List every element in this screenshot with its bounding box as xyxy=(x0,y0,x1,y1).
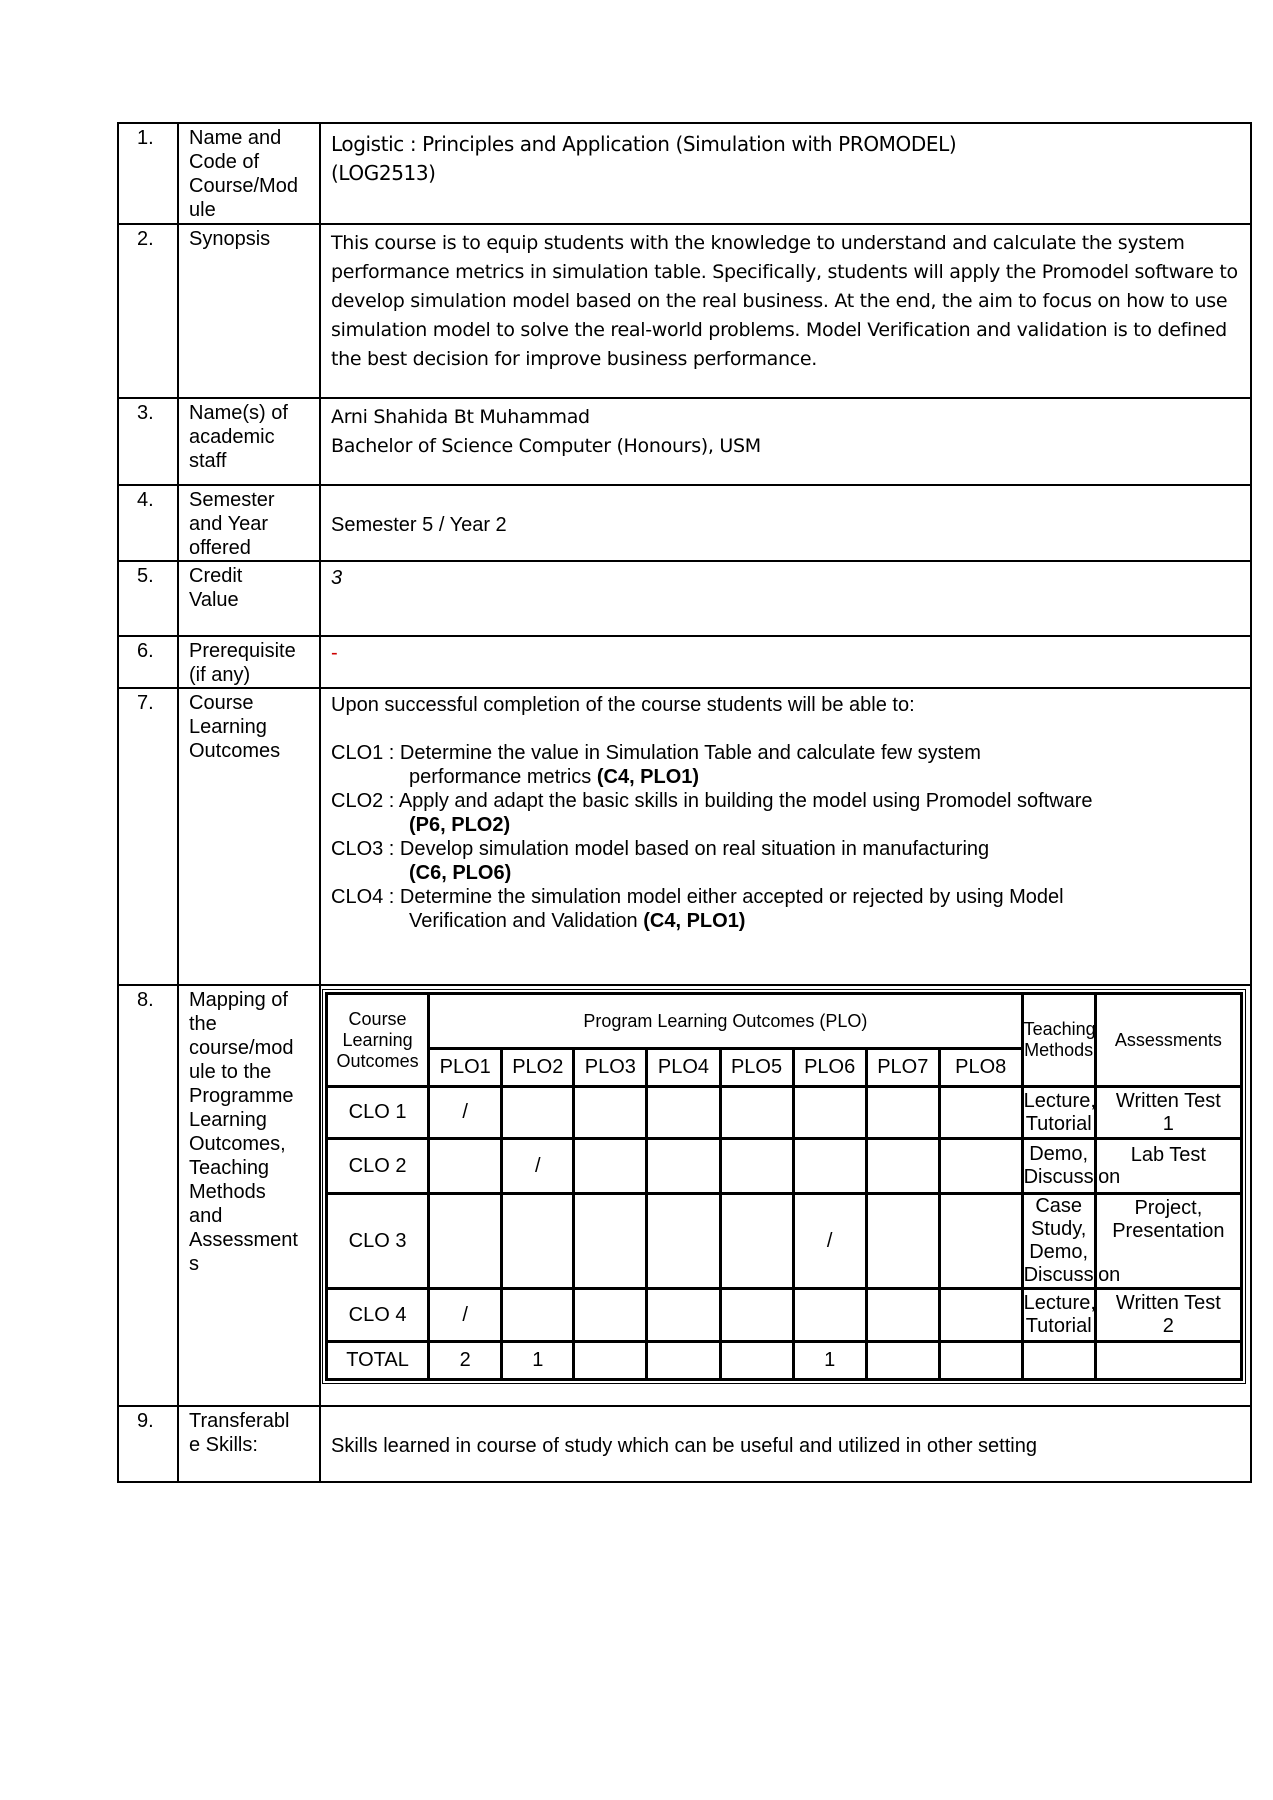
plo-cell xyxy=(793,1087,866,1139)
row-label xyxy=(178,1406,320,1482)
row-number: 1. xyxy=(118,123,178,224)
total-cell xyxy=(866,1342,939,1380)
text-line: Written Test xyxy=(1115,1089,1221,1112)
row-number: 2. xyxy=(118,224,178,398)
label-line: the xyxy=(189,1013,217,1035)
plo-cell xyxy=(502,1087,574,1139)
total-cell: 2 xyxy=(429,1342,502,1380)
staff-name: Arni Shahida Bt Muhammad xyxy=(331,406,590,428)
plo-cell xyxy=(429,1194,502,1289)
text-line: Discussion xyxy=(1023,1166,1121,1188)
header-clo xyxy=(327,994,429,1087)
plo-cell xyxy=(866,1087,939,1139)
row-course-name xyxy=(118,123,1251,224)
course-code: (LOG2513) xyxy=(331,161,436,185)
row-label xyxy=(178,985,320,1406)
row-plo-mapping xyxy=(118,985,1251,1406)
plo-cell xyxy=(939,1194,1022,1289)
label-line: Assessment xyxy=(189,1229,298,1251)
text-line: Discussion xyxy=(1023,1264,1121,1286)
clo-tag: (C6, PLO6) xyxy=(409,862,512,884)
label-line: Mapping of xyxy=(189,989,288,1011)
text-line: Tutorial xyxy=(1025,1112,1092,1135)
text-line: Demo, xyxy=(1029,1241,1089,1263)
plo-cell xyxy=(939,1289,1022,1342)
total-cell: 1 xyxy=(793,1342,866,1380)
label-line: Learning xyxy=(189,716,267,738)
header-plo3: PLO3 xyxy=(574,1049,647,1087)
row-label xyxy=(178,561,320,636)
label-line: e Skills: xyxy=(189,1434,258,1456)
clo-tag: (P6, PLO2) xyxy=(409,814,511,836)
clo-text: Determine the value in Simulation Table and calculate few system xyxy=(399,742,981,764)
label-line: Transferabl xyxy=(189,1410,290,1432)
clo-prefix: CLO3 : xyxy=(331,838,400,860)
plo-mapping-table xyxy=(325,992,1243,1381)
row-number: 7. xyxy=(118,688,178,985)
plo-cell xyxy=(793,1289,866,1342)
total-assessment xyxy=(1095,1342,1241,1380)
plo-cell xyxy=(502,1194,574,1289)
header-line: Methods xyxy=(1024,1040,1094,1060)
total-teaching xyxy=(1022,1342,1095,1380)
total-cell xyxy=(574,1342,647,1380)
plo-cell: / xyxy=(429,1289,502,1342)
prerequisite-value: - xyxy=(320,636,1251,688)
label-line: Semester xyxy=(189,489,275,511)
clo-label: CLO 3 xyxy=(327,1194,429,1289)
label-line: Credit xyxy=(189,565,243,587)
clo-prefix: CLO2 : xyxy=(331,790,399,812)
header-assessments: Assessments xyxy=(1095,994,1241,1087)
row-number: 4. xyxy=(118,485,178,561)
plo-cell xyxy=(502,1289,574,1342)
clo-item xyxy=(331,741,1242,789)
clo-tag: (C4, PLO1) xyxy=(596,766,700,788)
row-synopsis xyxy=(118,224,1251,398)
header-plo7: PLO7 xyxy=(866,1049,939,1087)
plo-cell xyxy=(574,1289,647,1342)
label-line: Name(s) of xyxy=(189,402,288,424)
label-line: ule to the xyxy=(189,1061,272,1083)
transferable-skills-value: Skills learned in course of study which can be useful and utilized in other setting xyxy=(320,1406,1251,1482)
label-line: Name and xyxy=(189,127,282,149)
clo-item xyxy=(331,789,1242,837)
label-line: s xyxy=(189,1253,199,1275)
plo-cell xyxy=(574,1194,647,1289)
clo-text: Apply and adapt the basic skills in building the model using Promodel software xyxy=(398,790,1093,812)
label-line: Value xyxy=(189,589,239,611)
clo-item xyxy=(331,837,1242,885)
row-number: 3. xyxy=(118,398,178,485)
outcomes-intro: Upon successful completion of the course students will be able to: xyxy=(331,694,915,716)
learning-outcomes-cell xyxy=(320,688,1251,985)
course-title: Logistic : Principles and Application (Simulation with PROMODEL) xyxy=(331,132,957,156)
plo-cell xyxy=(939,1139,1022,1194)
mapping-row-total xyxy=(327,1342,1242,1380)
row-label xyxy=(178,398,320,485)
label-line: Course/Mod xyxy=(189,175,298,197)
label-line: Course xyxy=(189,692,254,714)
label-line: staff xyxy=(189,450,227,472)
row-label xyxy=(178,636,320,688)
plo-cell xyxy=(720,1139,793,1194)
clo-text: Verification and Validation xyxy=(409,910,644,932)
plo-cell: / xyxy=(502,1139,574,1194)
header-plo1: PLO1 xyxy=(429,1049,502,1087)
mapping-row-clo1 xyxy=(327,1087,1242,1139)
header-line: Course xyxy=(348,1008,407,1029)
teaching-method xyxy=(1022,1194,1121,1289)
course-information-table xyxy=(117,122,1252,1483)
row-academic-staff xyxy=(118,398,1251,485)
plo-cell xyxy=(647,1139,720,1194)
total-label: TOTAL xyxy=(327,1342,429,1380)
plo-cell xyxy=(647,1194,720,1289)
header-plo-group: Program Learning Outcomes (PLO) xyxy=(429,994,1022,1049)
row-label xyxy=(178,123,320,224)
row-transferable-skills xyxy=(118,1406,1251,1482)
header-teaching-methods xyxy=(1022,994,1095,1087)
text-line: Lecture, xyxy=(1023,1089,1096,1112)
clo-prefix: CLO4 : xyxy=(331,886,400,908)
header-line: Teaching xyxy=(1023,1019,1096,1039)
clo-prefix: CLO1 : xyxy=(331,742,400,764)
clo-item xyxy=(331,885,1242,933)
teaching-method xyxy=(1022,1139,1121,1194)
synopsis-text: This course is to equip students with the knowledge to understand and calculate the system performance metrics in simulation table. Specifically, students will apply the Promodel software to develop simulation model based on the real business. At the end, the aim to focus on how to use simulation model to solve the real-world problems. Model Verification and validation is to defined the best decision for improve business performance. xyxy=(320,224,1251,398)
label-line: Learning xyxy=(189,1109,267,1131)
mapping-row-clo4 xyxy=(327,1289,1242,1342)
header-plo8: PLO8 xyxy=(939,1049,1022,1087)
label-line: and xyxy=(189,1205,223,1227)
label-line: Outcomes xyxy=(189,740,281,762)
total-cell xyxy=(647,1342,720,1380)
header-plo6: PLO6 xyxy=(793,1049,866,1087)
plo-cell: / xyxy=(793,1194,866,1289)
label-line: (if any) xyxy=(189,664,251,686)
row-number: 6. xyxy=(118,636,178,688)
text-line: Lecture, xyxy=(1023,1292,1096,1314)
label-line: and Year xyxy=(189,513,268,535)
label-line: Outcomes, xyxy=(189,1133,286,1155)
semester-value: Semester 5 / Year 2 xyxy=(320,485,1251,561)
row-label xyxy=(178,485,320,561)
plo-cell xyxy=(939,1087,1022,1139)
staff-qualification: Bachelor of Science Computer (Honours), USM xyxy=(331,435,761,457)
course-title-cell xyxy=(320,123,1251,224)
header-plo5: PLO5 xyxy=(720,1049,793,1087)
text-line: Project, xyxy=(1134,1197,1203,1219)
text-line: Tutorial xyxy=(1025,1315,1092,1337)
plo-cell xyxy=(574,1139,647,1194)
label-line: Teaching xyxy=(189,1157,270,1179)
plo-cell xyxy=(720,1194,793,1289)
label-line: offered xyxy=(189,537,251,559)
clo-tag: (C4, PLO1) xyxy=(643,910,746,932)
total-cell: 1 xyxy=(502,1342,574,1380)
row-label: Synopsis xyxy=(178,224,320,398)
plo-cell xyxy=(866,1289,939,1342)
row-number: 9. xyxy=(118,1406,178,1482)
label-line: course/mod xyxy=(189,1037,294,1059)
text-line: Demo, xyxy=(1029,1143,1089,1165)
plo-cell xyxy=(866,1139,939,1194)
row-label xyxy=(178,688,320,985)
plo-cell xyxy=(647,1087,720,1139)
label-line: ule xyxy=(189,199,216,221)
mapping-cell xyxy=(320,985,1251,1406)
header-plo4: PLO4 xyxy=(647,1049,720,1087)
plo-cell xyxy=(720,1289,793,1342)
text-line: Presentation xyxy=(1112,1220,1225,1242)
clo-text: performance metrics xyxy=(409,766,597,788)
assessment xyxy=(1095,1087,1241,1139)
assessment xyxy=(1095,1289,1241,1342)
label-line: Programme xyxy=(189,1085,294,1107)
clo-label: CLO 4 xyxy=(327,1289,429,1342)
credit-value: 3 xyxy=(320,561,1251,636)
total-cell xyxy=(939,1342,1022,1380)
plo-cell xyxy=(647,1289,720,1342)
staff-cell xyxy=(320,398,1251,485)
mapping-row-clo2 xyxy=(327,1139,1242,1194)
row-number: 5. xyxy=(118,561,178,636)
clo-label: CLO 2 xyxy=(327,1139,429,1194)
label-line: academic xyxy=(189,426,275,448)
label-line: Methods xyxy=(189,1181,266,1203)
plo-cell xyxy=(574,1087,647,1139)
text-line: 1 xyxy=(1162,1112,1174,1135)
clo-text: Develop simulation model based on real situation in manufacturing xyxy=(399,838,990,860)
header-line: Outcomes xyxy=(336,1050,419,1071)
teaching-method xyxy=(1022,1289,1095,1342)
row-credit-value xyxy=(118,561,1251,636)
mapping-row-clo3 xyxy=(327,1194,1242,1289)
total-cell xyxy=(720,1342,793,1380)
label-line: Code of xyxy=(189,151,260,173)
header-plo2: PLO2 xyxy=(502,1049,574,1087)
plo-cell xyxy=(793,1139,866,1194)
row-prerequisite xyxy=(118,636,1251,688)
row-semester xyxy=(118,485,1251,561)
text-line: 2 xyxy=(1162,1315,1174,1337)
plo-cell: / xyxy=(429,1087,502,1139)
header-line: Learning xyxy=(342,1029,413,1050)
plo-cell xyxy=(429,1139,502,1194)
teaching-method xyxy=(1022,1087,1095,1139)
plo-cell xyxy=(866,1194,939,1289)
row-learning-outcomes xyxy=(118,688,1251,985)
plo-cell xyxy=(720,1087,793,1139)
text-line: Case Study, xyxy=(1031,1195,1087,1240)
text-line: Written Test xyxy=(1115,1292,1221,1314)
row-number: 8. xyxy=(118,985,178,1406)
label-line: Prerequisite xyxy=(189,640,296,662)
clo-text: Determine the simulation model either accepted or rejected by using Model xyxy=(399,886,1064,908)
clo-label: CLO 1 xyxy=(327,1087,429,1139)
text-line: Lab Test xyxy=(1130,1144,1206,1166)
